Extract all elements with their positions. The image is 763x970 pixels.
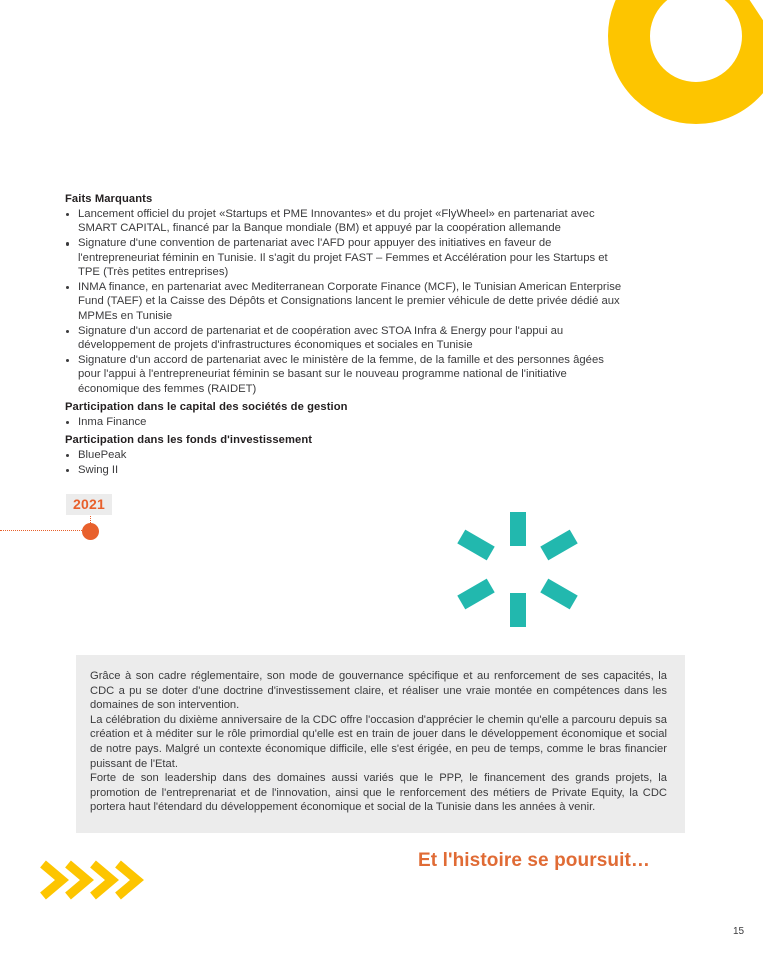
list-item-text: Swing II xyxy=(78,463,119,476)
timeline-dot-marker xyxy=(82,523,99,540)
chevron-arrows-decoration-icon xyxy=(38,858,173,902)
bullet-list xyxy=(65,415,625,429)
list-item-text: Lancement officiel du projet «Startups et PME Innovantes» et du projet «FlyWheel» en partenariat avec SMART CAPITAL, financé par la Banque mondiale (BM) et appuyé par la coopération allemande xyxy=(78,208,595,235)
bullet-list xyxy=(65,448,625,477)
timeline-year-badge: 2021 xyxy=(66,494,112,515)
list-item xyxy=(65,207,625,236)
bullet-dot-icon xyxy=(66,330,69,333)
list-item-text: Inma Finance xyxy=(78,415,147,428)
bullet-list xyxy=(65,207,625,396)
quote-paragraph: Forte de son leadership dans des domaines aussi variés que le PPP, le financement des grands projets, la promotion de l'entreprenariat et de l'innovation, ainsi que le renforcement des métiers de Private Equity, la CDC portera haut l'étendard du développement économique et social de la Tunisie dans les années à venir. xyxy=(90,772,667,814)
list-item xyxy=(65,236,625,279)
bullet-dot-icon xyxy=(66,454,69,457)
bullet-dot-icon xyxy=(66,359,69,362)
list-item-text: BluePeak xyxy=(78,448,127,461)
bullet-dot-icon xyxy=(66,242,69,245)
list-item xyxy=(65,353,625,396)
list-item xyxy=(65,280,625,323)
bullet-dot-icon xyxy=(66,286,69,289)
list-item xyxy=(65,448,625,462)
bullet-dot-icon xyxy=(66,469,69,472)
section-title: Participation dans les fonds d'investissement xyxy=(65,433,313,446)
list-item-text: INMA finance, en partenariat avec Mediterranean Corporate Finance (MCF), le Tunisian American Enterprise Fund (TAEF) et la Caisse des Dépôts et Consignations lancent le premier véhicule de dette privée dédié aux MPMEs en Tunisie xyxy=(78,281,622,322)
list-item xyxy=(65,324,625,353)
yellow-ring-decoration xyxy=(608,0,763,124)
section-participation-capital xyxy=(65,400,625,429)
quote-paragraph: La célébration du dixième anniversaire de la CDC offre l'occasion d'apprécier le chemin qu'elle a parcouru depuis sa création et à méditer sur le rôle primordial qu'elle est en train de jouer dans le développement économique et social de notre pays. Malgré un contexte économique difficile, elle s'est érigée, en peu de temps, comme le bras financier puissant de l'Etat. xyxy=(90,713,667,770)
sunburst-decoration-icon xyxy=(455,512,580,627)
closing-statement-box xyxy=(76,655,685,833)
list-item xyxy=(65,463,625,477)
closing-tagline: Et l'histoire se poursuit… xyxy=(418,850,650,871)
list-item xyxy=(65,415,625,429)
section-faits-marquants xyxy=(65,192,625,396)
bullet-dot-icon xyxy=(66,213,69,216)
timeline-horizontal-line xyxy=(0,530,86,531)
section-title: Faits Marquants xyxy=(65,193,153,205)
list-item-text: Signature d'un accord de partenariat et de coopération avec STOA Infra & Energy pour l'appui au développement de projets d'infrastructures économiques et sociales en Tunisie xyxy=(78,324,564,352)
list-item-text: Signature d'une convention de partenariat avec l'AFD pour appuyer des initiatives en faveur de l'entrepreneuriat féminin en Tunisie. Il s'agit du projet FAST – Femmes et Accélération pour les Startups et TPE (Très petites entreprises) xyxy=(78,237,608,279)
body-content xyxy=(65,192,625,478)
section-title: Participation dans le capital des sociétés de gestion xyxy=(65,400,348,413)
quote-paragraph: Grâce à son cadre réglementaire, son mode de gouvernance spécifique et au renforcement de ses capacités, la CDC a pu se doter d'une doctrine d'investissement claire, et réaliser une vraie montée en compétences dans les domaines de son intervention. xyxy=(90,670,667,712)
list-item-text: Signature d'un accord de partenariat avec le ministère de la femme, de la famille et des personnes âgées pour l'appui à l'entrepreneuriat féminin se basant sur le nouveau programme national de l'initiative économique des femmes (RAIDET) xyxy=(78,354,604,395)
bullet-dot-icon xyxy=(66,421,69,424)
section-participation-fonds xyxy=(65,433,625,477)
page-number: 15 xyxy=(733,926,745,937)
